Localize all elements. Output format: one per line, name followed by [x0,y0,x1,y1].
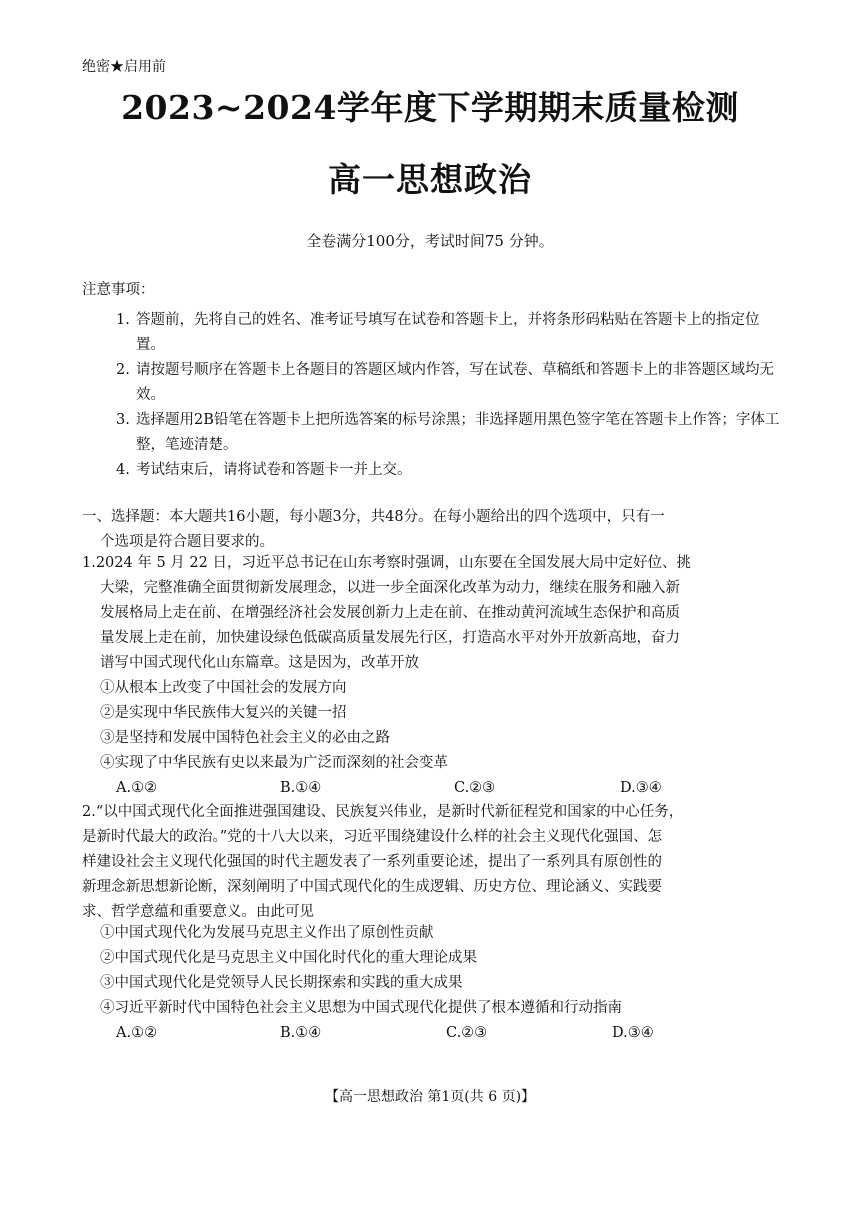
question-line: 大梁，完整准确全面贯彻新发展理念，以进一步全面深化改革为动力，继续在服务和融入新 [100,580,680,596]
question-1-option-1: ①从根本上改变了中国社会的发展方向 [100,680,347,696]
choice-d: D.③④ [620,780,662,796]
notice-item [116,358,788,408]
section-heading-line: 个选项是符合题目要求的。 [100,534,274,550]
choice-a: A.①② [116,1025,158,1041]
exam-title: 2023~2024学年度下学期期末质量检测 [121,88,739,127]
choice-a: A.①② [116,780,158,796]
question-line: 样建设社会主义现代化强国的时代主题发表了一系列重要论述，提出了一系列具有原创性的 [82,854,662,870]
section-heading-line: 一、选择题：本大题共16小题，每小题3分，共48分。在每小题给出的四个选项中，只有一 [82,509,665,525]
notice-item-number: 2. [116,362,130,378]
notice-item-number: 3. [116,412,130,428]
question-2-option-2: ②中国式现代化是马克思主义中国化时代化的重大理论成果 [100,950,477,966]
notice-list [116,308,788,483]
notice-item [116,458,788,483]
question-line: 1.2024 年 5 月 22 日，习近平总书记在山东考察时强调，山东要在全国发展大局中定好位、挑 [82,555,691,571]
question-1-choices [116,776,776,801]
notice-item [116,308,788,358]
question-line: 2.“以中国式现代化全面推进强国建设、民族复兴伟业，是新时代新征程党和国家的中心任务， [82,804,684,820]
question-line: 谱写中国式现代化山东篇章。这是因为，改革开放 [100,655,419,671]
notice-item-text: 选择题用2B铅笔在答题卡上把所选答案的标号涂黑；非选择题用黑色签字笔在答题卡上作答；字体工整，笔迹清楚。 [136,412,780,453]
notice-item [116,408,788,458]
notice-heading: 注意事项： [82,282,155,298]
question-2-choices [116,1021,776,1046]
question-line: 发展格局上走在前、在增强经济社会发展创新力上走在前、在推动黄河流域生态保护和高质 [100,605,680,621]
question-line: 是新时代最大的政治。”党的十八大以来，习近平围绕建设什么样的社会主义现代化强国、怎 [82,829,663,845]
question-1-option-4: ④实现了中华民族有史以来最为广泛而深刻的社会变革 [100,755,448,771]
notice-item-text: 答题前，先将自己的姓名、准考证号填写在试卷和答题卡上，并将条形码粘贴在答题卡上的指定位置。 [136,312,760,353]
question-2-option-4: ④习近平新时代中国特色社会主义思想为中国式现代化提供了根本遵循和行动指南 [100,1000,622,1016]
notice-item-number: 1. [116,312,130,328]
choice-b: B.①④ [280,1025,322,1041]
question-2-option-3: ③中国式现代化是党领导人民长期探索和实践的重大成果 [100,975,463,991]
notice-item-text: 请按题号顺序在答题卡上各题目的答题区域内作答，写在试卷、草稿纸和答题卡上的非答题区域均无效。 [136,362,774,403]
notice-item-number: 4. [116,462,130,478]
question-2-option-1: ①中国式现代化为发展马克思主义作出了原创性贡献 [100,925,434,941]
choice-c: C.②③ [446,1025,488,1041]
choice-c: C.②③ [454,780,496,796]
question-1-option-2: ②是实现中华民族伟大复兴的关键一招 [100,705,347,721]
question-2-stem [82,800,782,925]
question-line: 求、哲学意蕴和重要意义。由此可见 [82,904,314,920]
choice-b: B.①④ [280,780,322,796]
question-1-stem [82,551,782,676]
page-footer: 【高一思想政治 第1页(共 6 页)】 [324,1089,536,1105]
section-heading [82,505,782,555]
notice-item-text: 考试结束后，请将试卷和答题卡一并上交。 [136,462,412,478]
secret-label: 绝密★启用前 [82,59,166,75]
choice-d: D.③④ [612,1025,654,1041]
question-1-option-3: ③是坚持和发展中国特色社会主义的必由之路 [100,730,390,746]
subject-title: 高一思想政治 [328,160,532,199]
question-line: 新理念新思想新论断，深刻阐明了中国式现代化的生成逻辑、历史方位、理论涵义、实践要 [82,879,662,895]
question-line: 量发展上走在前，加快建设绿色低碳高质量发展先行区，打造高水平对外开放新高地，奋力 [100,630,680,646]
exam-meta: 全卷满分100分，考试时间75 分钟。 [306,232,554,250]
